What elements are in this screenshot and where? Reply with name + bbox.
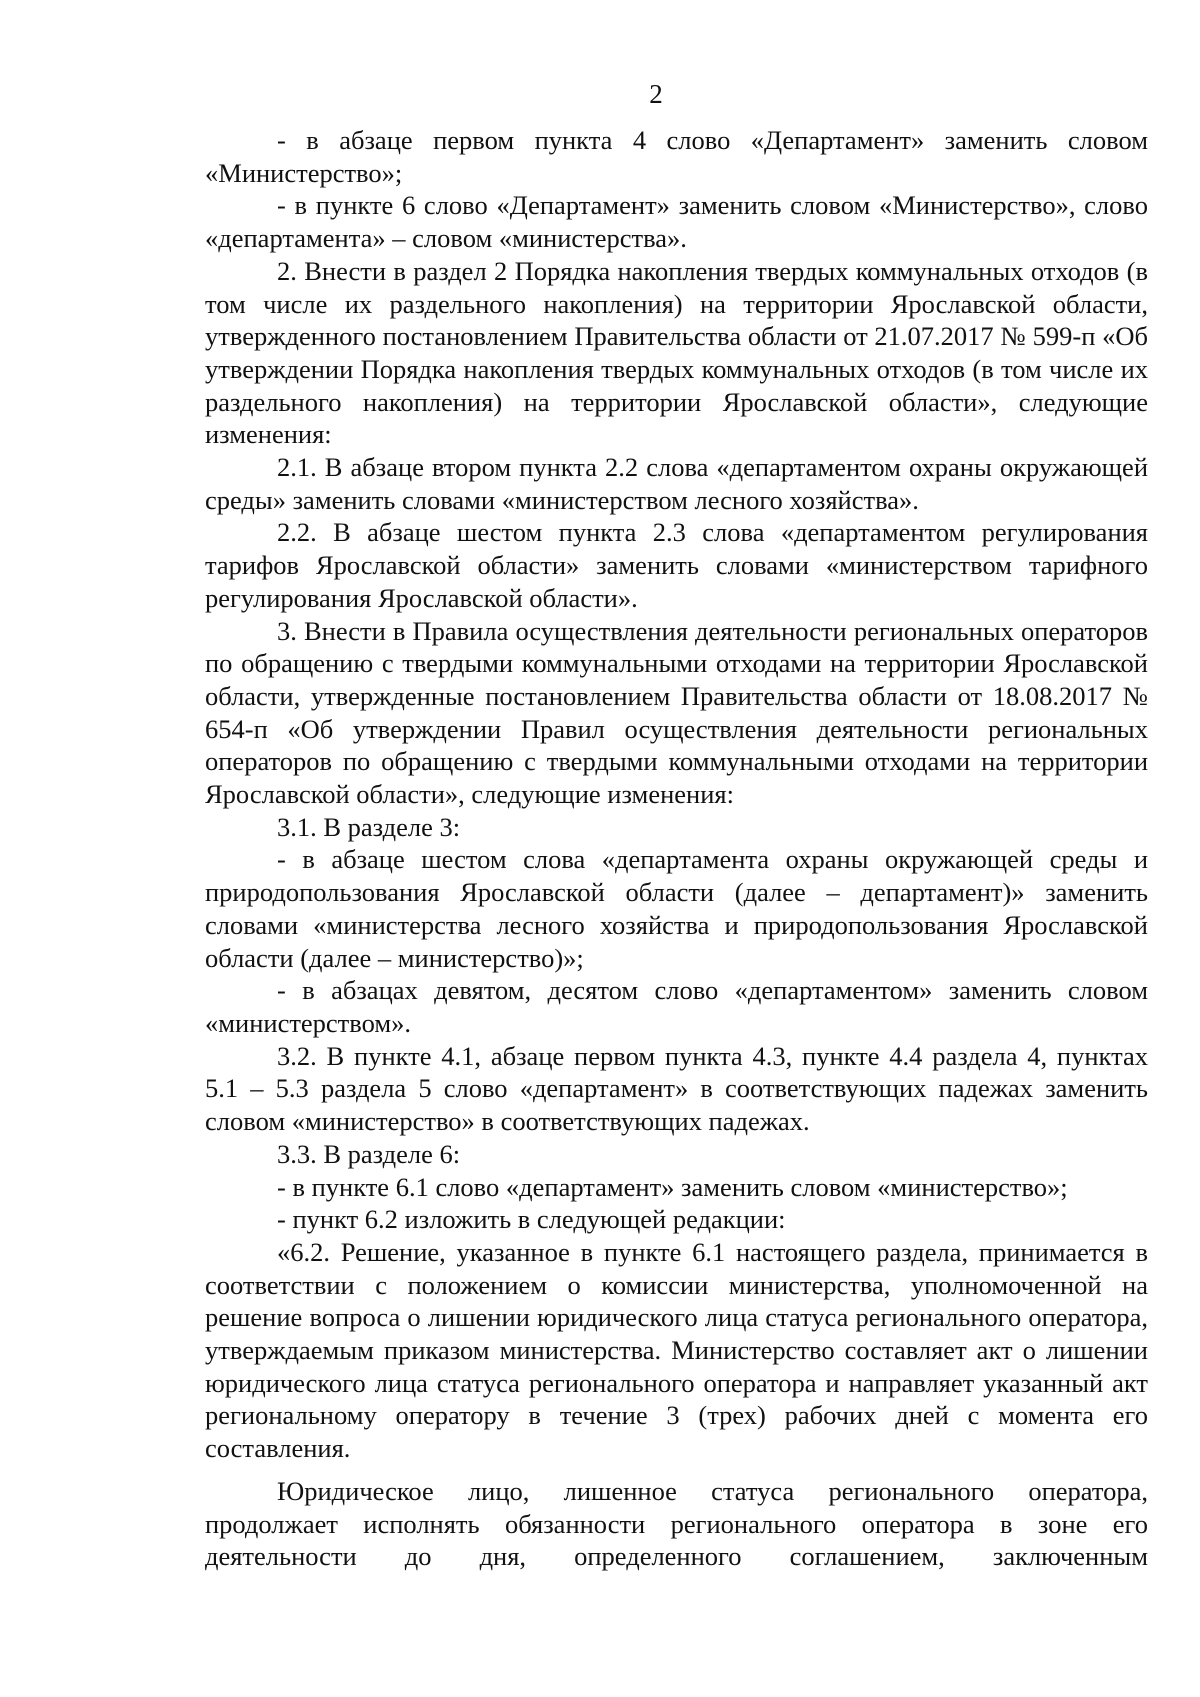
paragraph-7: 3.1. В разделе 3: bbox=[277, 811, 461, 842]
paragraph-2: - в пункте 6 слово «Департамент» заменить словом «Министерство», слово «департамента» – словом «министерства». bbox=[205, 190, 1148, 254]
paragraph-5: 2.2. В абзаце шестом пункта 2.3 слова «департаментом регулирования тарифов Ярославской области» заменить словами «министерством тарифного регулирования Ярославской области». bbox=[205, 517, 1148, 613]
paragraph-12: - в пункте 6.1 слово «департамент» заменить словом «министерство»; bbox=[277, 1171, 1068, 1202]
paragraph-1: - в абзаце первом пункта 4 слово «Департамент» заменить словом «Министерство»; bbox=[205, 125, 1148, 188]
document-body bbox=[205, 124, 1148, 1573]
paragraph-8: - в абзаце шестом слова «департамента охраны окружающей среды и природопользования Ярославской области (далее – департамент)» заменить словами «министерства лесного хозяйства и природопользования Ярославской области (далее – министерство)»; bbox=[205, 844, 1148, 973]
paragraph-9: - в абзацах девятом, десятом слово «департаментом» заменить словом «министерством». bbox=[205, 975, 1148, 1038]
paragraph-4: 2.1. В абзаце втором пункта 2.2 слова «департаментом охраны окружающей среды» заменить словами «министерством лесного хозяйства». bbox=[205, 452, 1148, 515]
paragraph-11: 3.3. В разделе 6: bbox=[277, 1138, 461, 1169]
paragraph-3: 2. Внести в раздел 2 Порядка накопления твердых коммунальных отходов (в том числе их раздельного накопления) на территории Ярославской области, утвержденного постановлением Правительства области от 21.07.2017 № 599-п «Об утверждении Порядка накопления твердых коммунальных отходов (в том числе их раздельного накопления) на территории Ярославской области», следующие изменения: bbox=[205, 255, 1148, 450]
paragraph-6: 3. Внести в Правила осуществления деятельности региональных операторов по обращению с твердыми коммунальными отходами на территории Ярославской области, утвержденные постановлением Правительства области от 18.08.2017 № 654-п «Об утверждении Правил осуществления деятельности региональных операторов по обращению с твердыми коммунальными отходами на территории Ярославской области», следующие изменения: bbox=[205, 615, 1148, 810]
paragraph-10: 3.2. В пункте 4.1, абзаце первом пункта 4.3, пункте 4.4 раздела 4, пунктах 5.1 – 5.3 раздела 5 слово «департамент» в соответствующих падежах заменить словом «министерство» в соответствующих падежах. bbox=[205, 1040, 1148, 1137]
paragraph-13: - пункт 6.2 изложить в следующей редакции: bbox=[277, 1204, 786, 1235]
paragraph-14: «6.2. Решение, указанное в пункте 6.1 настоящего раздела, принимается в соответствии с положением о комиссии министерства, уполномоченной на решение вопроса о лишении юридического лица статуса регионального оператора, утверждаемым приказом министерства. Министерство составляет акт о лишении юридического лица статуса регионального оператора и направляет указанный акт региональному оператору в течение 3 (трех) рабочих дней с момента его составления. bbox=[205, 1236, 1148, 1464]
paragraph-15: Юридическое лицо, лишенное статуса регионального оператора, продолжает исполнять обязанности регионального оператора в зоне его деятельности до дня, определенного соглашением, заключенным bbox=[205, 1475, 1148, 1572]
page-number: 2 bbox=[649, 79, 663, 109]
